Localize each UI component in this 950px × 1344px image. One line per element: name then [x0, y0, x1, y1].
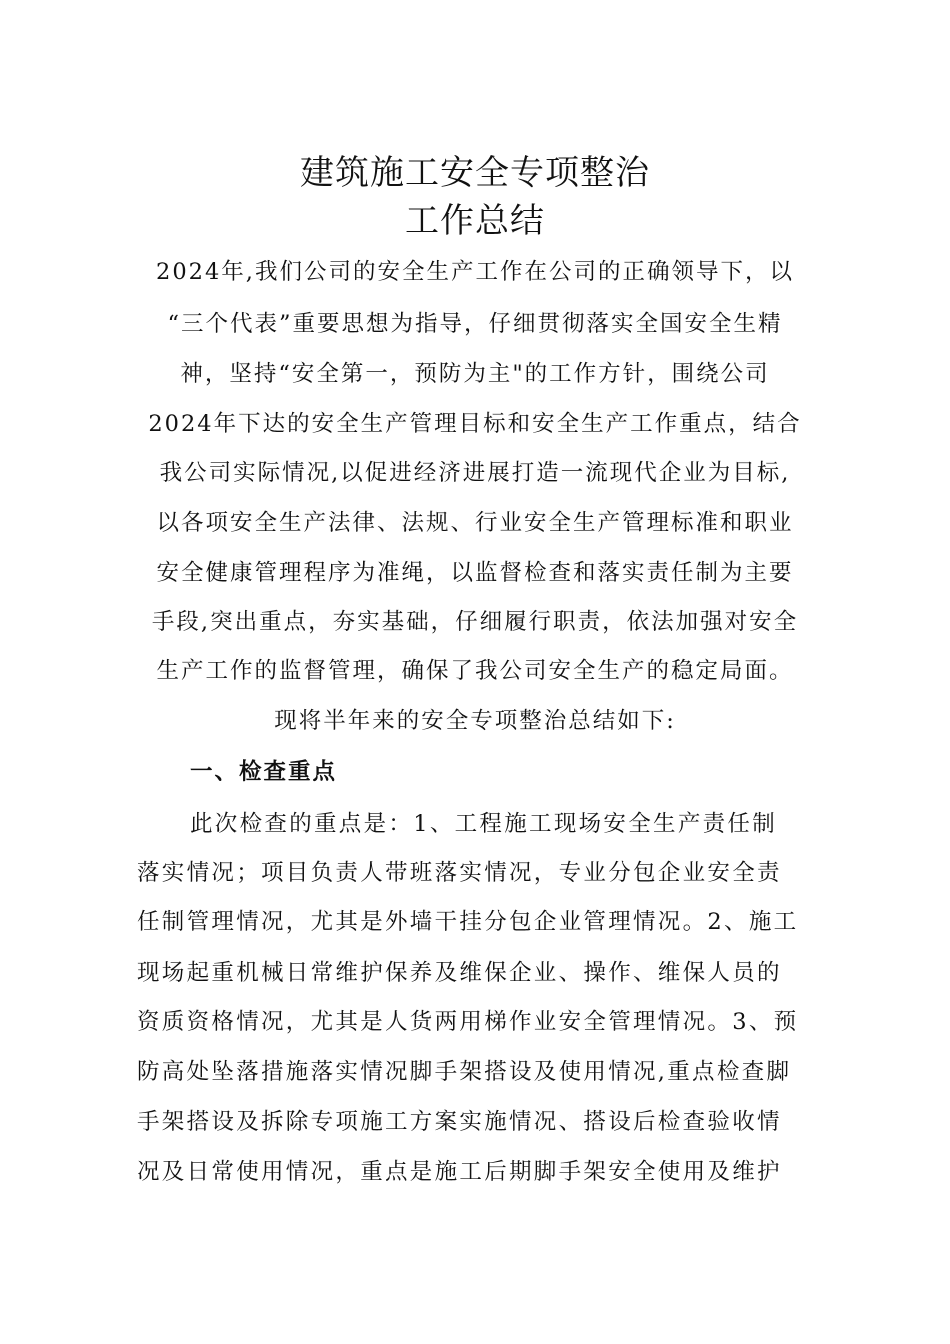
document-title-line-2: 工作总结 [405, 201, 545, 241]
intro-line: “三个代表”重要思想为指导，仔细贯彻落实全国安全生精 [167, 311, 783, 337]
section-paragraph-line: 况及日常使用情况，重点是施工后期脚手架安全使用及维护 [137, 1159, 782, 1185]
section-paragraph-line: 防高处坠落措施落实情况脚手架搭设及使用情况,重点检查脚 [137, 1059, 792, 1085]
section-paragraph-line: 资质资格情况，尤其是人货两用梯作业安全管理情况。3、预 [137, 1009, 799, 1035]
intro-line: 2024年下达的安全生产管理目标和安全生产工作重点，结合 [148, 411, 802, 437]
section-paragraph-line: 现场起重机械日常维护保养及维保企业、操作、维保人员的 [137, 960, 782, 986]
intro-line: 2024年,我们公司的安全生产工作在公司的正确领导下，以 [156, 259, 794, 285]
intro-line: 生产工作的监督管理，确保了我公司安全生产的稳定局面。 [156, 658, 794, 684]
document-title-line-1: 建筑施工安全专项整治 [300, 153, 650, 193]
intro-line: 安全健康管理程序为准绳，以监督检查和落实责任制为主要 [156, 560, 794, 586]
section-heading-inspection-focus: 一、检查重点 [190, 759, 338, 785]
section-paragraph-line: 手架搭设及拆除专项施工方案实施情况、搭设后检查验收情 [137, 1109, 782, 1135]
summary-intro-line: 现将半年来的安全专项整治总结如下: [274, 708, 676, 734]
intro-line: 神，坚持“安全第一，预防为主"的工作方针，围绕公司 [180, 361, 770, 387]
section-paragraph-line: 落实情况；项目负责人带班落实情况，专业分包企业安全责 [137, 860, 782, 886]
section-paragraph-line: 任制管理情况，尤其是外墙干挂分包企业管理情况。2、施工 [137, 909, 799, 935]
section-paragraph-line: 此次检查的重点是：1、工程施工现场安全生产责任制 [190, 811, 778, 837]
intro-line: 以各项安全生产法律、法规、行业安全生产管理标准和职业 [156, 510, 794, 536]
intro-line: 我公司实际情况,以促进经济进展打造一流现代企业为目标, [159, 460, 791, 486]
intro-line: 手段,突出重点，夯实基础，仔细履行职责，依法加强对安全 [151, 609, 799, 635]
